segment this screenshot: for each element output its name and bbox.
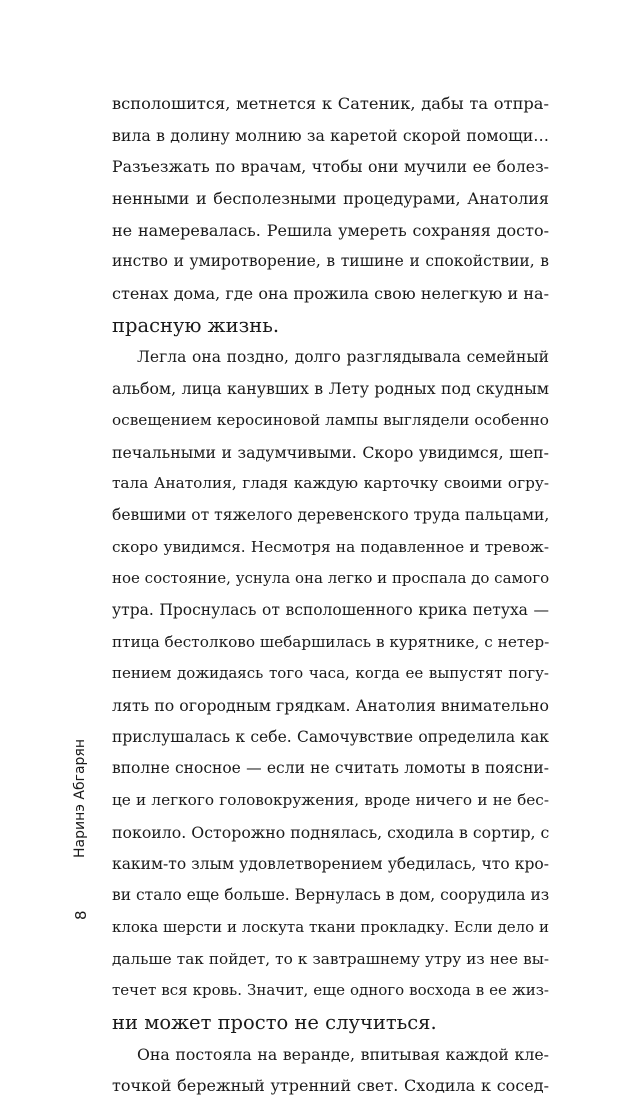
text-line: стенах дома, где она прожила свою нелегкую и на- xyxy=(112,284,549,304)
text-line: точкой бережный утренний свет. Сходила к сосед- xyxy=(112,1076,549,1096)
text-line: ное состояние, уснула она легко и проспала до самого xyxy=(112,569,550,588)
text-line: лять по огородным грядкам. Анатолия внимательно xyxy=(112,696,550,716)
text-line: Легла она поздно, долго разглядывала семейный xyxy=(137,347,549,366)
text-line: бевшими от тяжелого деревенского труда пальцами, xyxy=(112,505,550,524)
text-line: печальными и задумчивыми. Скоро увидимся, шеп- xyxy=(112,442,549,462)
running-sidebar xyxy=(58,710,98,940)
text-line: не намеревалась. Решила умереть сохраняя досто- xyxy=(112,220,549,240)
text-line: каким-то злым удовлетворением убедилась, что кро- xyxy=(112,854,549,873)
text-line: освещением керосиновой лампы выглядели особенно xyxy=(112,410,549,429)
text-line: инство и умиротворение, в тишине и спокойствии, в xyxy=(112,252,549,271)
text-line: ненными и бесполезными процедурами, Анатолия xyxy=(112,189,549,209)
text-line: птица бестолково шебаршилась в курятнике, с нетер- xyxy=(112,632,550,651)
text-line: ви стало еще больше. Вернулась в дом, соорудила из xyxy=(112,886,550,905)
text-line: прасную жизнь. xyxy=(112,313,280,337)
text-line: покоило. Осторожно поднялась, сходила в сортир, с xyxy=(112,822,550,842)
text-line: Разъезжать по врачам, чтобы они мучили ее болез- xyxy=(112,157,549,177)
text-line: Она постояла на веранде, впитывая каждой кле- xyxy=(137,1044,549,1064)
text-line: прислушалась к себе. Самочувствие определила как xyxy=(112,727,549,746)
text-line: вила в долину молнию за каретой скорой помощи… xyxy=(112,125,549,145)
paragraph xyxy=(112,88,549,342)
page-number: 8 xyxy=(72,910,90,920)
text-line: утра. Проснулась от всполошенного крика петуха — xyxy=(112,601,549,619)
text-line: всполошится, метнется к Сатеник, дабы та отпра- xyxy=(112,94,549,113)
text-line: пением дожидаясь того часа, когда ее выпустят погу- xyxy=(112,664,549,683)
paragraph xyxy=(112,342,549,1039)
text-line: це и легкого головокружения, вроде ничего и не бес- xyxy=(112,791,549,810)
text-line: дальше так пойдет, то к завтрашнему утру из нее вы- xyxy=(112,949,549,968)
text-line: вполне сносное — если не считать ломоты в поясни- xyxy=(112,759,549,778)
text-line: альбом, лица канувших в Лету родных под скудным xyxy=(112,379,549,399)
running-author: Наринэ Абгарян xyxy=(72,739,88,858)
text-line: течет вся кровь. Значит, еще одного восхода в ее жиз- xyxy=(112,981,549,1000)
page-body-text xyxy=(112,88,549,1102)
text-line: ни может просто не случиться. xyxy=(112,1010,437,1034)
paragraph xyxy=(112,1039,549,1102)
text-line: клока шерсти и лоскута ткани прокладку. Если дело и xyxy=(112,917,549,936)
text-line: скоро увидимся. Несмотря на подавленное и тревож- xyxy=(112,537,549,556)
text-line: тала Анатолия, гладя каждую карточку своими огру- xyxy=(112,474,549,493)
